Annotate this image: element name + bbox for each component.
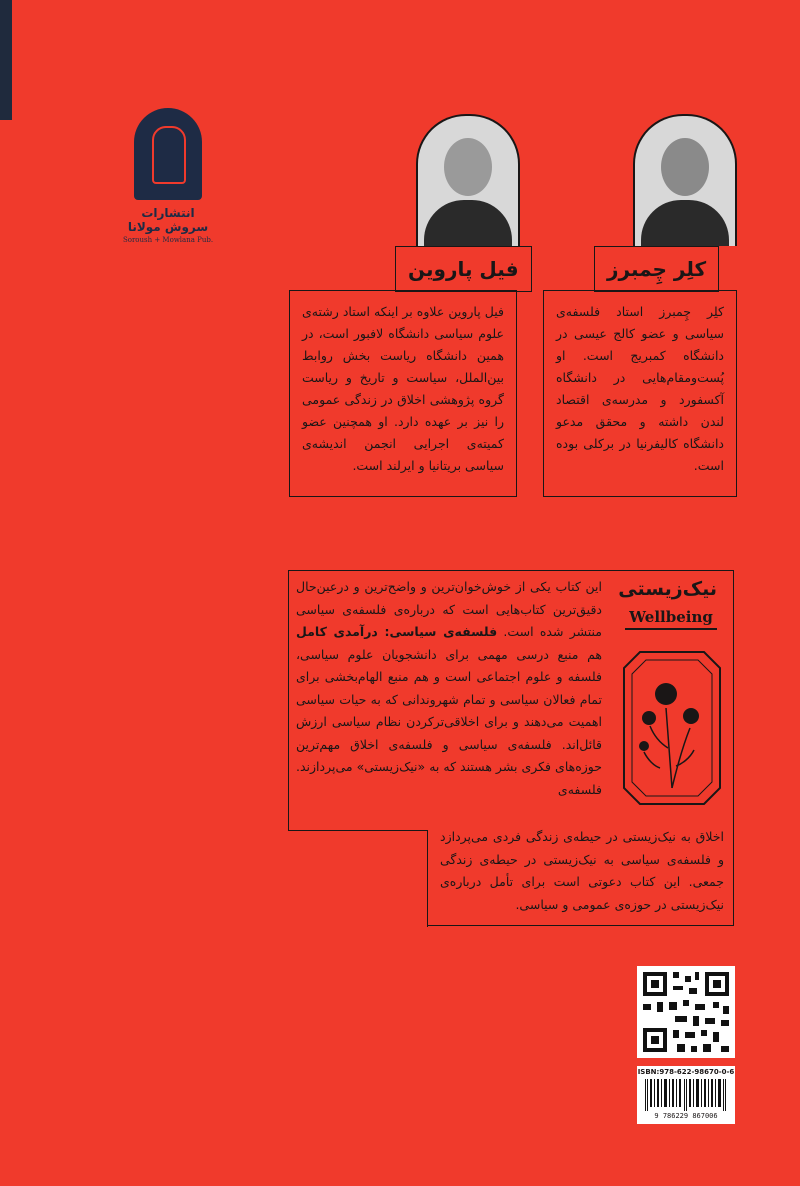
spine-strip [0, 0, 12, 120]
flower-illustration-icon [620, 648, 724, 808]
author-photo-clare [633, 114, 737, 246]
author-bio-phil: فیل پاروین علاوه بر اینکه استاد رشته‌ی علوم سیاسی دانشگاه لافبور است، در همین دانشگاه ریاست بخش روابط بین‌الملل، سیاست و تاریخ و ریاست گروه پژوهشی اخلاق در زندگی عمومی را نیز بر عهده دارد. او همچنین عضو کمیته‌ی اجرایی انجمن اندیشه‌ی سیاسی بریتانیا و ایرلند است. [289, 290, 517, 497]
description-main: هم منبع درسی مهمی برای دانشجویان علوم سیاسی، فلسفه و علوم اجتماعی است و هم منبع الهام‌بخشی برای تمام فعالان سیاسی و تمام شهروندانی که به حیات سیاسی اهمیت می‌دهند و برای اخلاقی‌ترکردن نظام سیاسی ارزش قائل‌اند. فلسفه‌ی سیاسی و فلسفه‌ی اخلاق مهم‌ترین حوزه‌های فکری بشر هستند که به «نیک‌زیستی» می‌پردازند. فلسفه‌ی [296, 646, 602, 797]
series-name-fa: نیک‌زیستی [618, 578, 717, 600]
book-description [296, 576, 602, 801]
barcode-digits: 9 786229 867006 [654, 1112, 718, 1120]
book-title: فلسفه‌ی سیاسی: درآمدی کامل [296, 624, 498, 639]
author-bio-clare: کلِر چِمبرز استاد فلسفه‌ی سیاسی و عضو کالج عیسی در دانشگاه کمبریج است. او پُست‌ومقام‌هایی در دانشگاه آکسفورد و مدرسه‌ی اقتصاد لندن داشته و محقق مدعو دانشگاه کالیفرنیا در برکلی بوده است. [543, 290, 737, 497]
publisher-logo [118, 108, 218, 244]
author-photo-phil [416, 114, 520, 246]
series-name-en: Wellbeing [625, 608, 717, 630]
description-intro: این کتاب یکی از خوش‌خوان‌ترین و واضح‌ترین و درعین‌حال دقیق‌ترین کتاب‌هایی است که درباره‌ی فلسفه‌ی سیاسی منتشر شده است. [296, 579, 602, 639]
description-frame-notch [288, 830, 428, 927]
publisher-name-en: Soroush + Mowlana Pub. [122, 236, 214, 244]
author-name-phil: فیل پاروین [395, 246, 532, 292]
publisher-name-fa: انتشارات سروش مولانا [127, 206, 209, 234]
author-name-clare: کلِر چِمبرز [594, 246, 719, 292]
publisher-emblem-icon [134, 108, 202, 200]
book-description-tail: اخلاق به نیک‌زیستی در حیطه‌ی زندگی فردی می‌پردازد و فلسفه‌ی سیاسی به نیک‌زیستی در حیطه‌ی زندگی جمعی. این کتاب دعوتی است برای تأمل درباره‌ی نیک‌زیستی در حوزه‌ی عمومی و سیاسی. [440, 829, 724, 912]
isbn-barcode-box [637, 1066, 735, 1124]
barcode-icon [643, 1079, 729, 1111]
isbn-label: ISBN:978-622-98670-0-6 [637, 1068, 735, 1076]
qr-code [637, 966, 735, 1058]
